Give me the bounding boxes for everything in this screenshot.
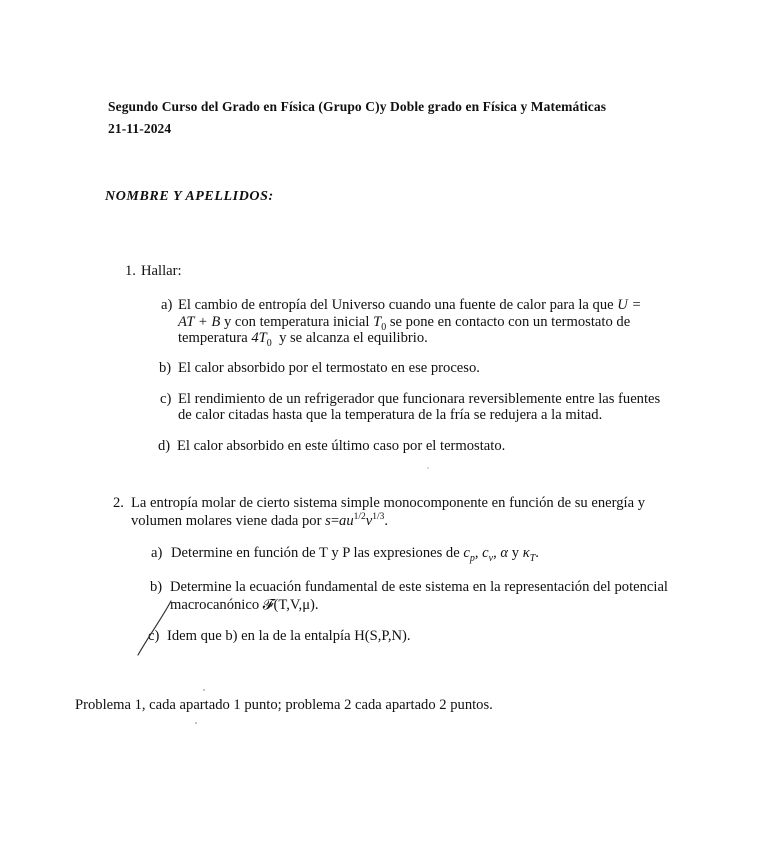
problem-2c-label: c)	[148, 628, 160, 644]
problem-1c-label: c)	[160, 391, 172, 407]
problem-2c-text: Idem que b) en la de la entalpía H(S,P,N).	[167, 628, 411, 644]
problem-1-intro: Hallar:	[141, 263, 182, 279]
problem-2b-label: b)	[150, 579, 163, 595]
exam-date: 21-11-2024	[108, 121, 172, 136]
problem-2-line1: La entropía molar de cierto sistema simple monocomponente en función de su energía y	[131, 495, 646, 511]
problem-1c-line1: El rendimiento de un refrigerador que funcionara reversiblemente entre las fuentes	[178, 391, 661, 407]
course-header: Segundo Curso del Grado en Física (Grupo C)y Doble grado en Física y Matemáticas	[108, 99, 607, 114]
problem-2-number: 2.	[113, 495, 124, 511]
problem-1a-line2: AT + B y con temperatura inicial $T_0$ se pone en contacto con un termostato de	[178, 314, 631, 333]
grading-note: Problema 1, cada apartado 1 punto; problema 2 cada apartado 2 puntos.	[75, 697, 493, 713]
problem-1d-text: El calor absorbido en este último caso por el termostato.	[177, 438, 506, 454]
problem-1a-label: a)	[161, 297, 173, 313]
problem-1a-line3: temperatura $4T_0$ y se alcanza el equilibrio.	[178, 330, 428, 349]
problem-1b-label: b)	[159, 360, 172, 376]
problem-2a-label: a)	[151, 545, 163, 561]
problem-2-line2: volumen molares viene dada por $s=au^{1/2}v^{1/3}$.	[131, 512, 389, 529]
problem-2b-line1: Determine la ecuación fundamental de este sistema en la representación del potencial	[170, 579, 668, 595]
problem-2b-line2: macrocanónico 𝓕(T,V,μ).	[170, 597, 319, 613]
problem-2a-text: Determine en función de T y P las expresiones de $c_p$, $c_v$, α y $\kappa_T$.	[171, 545, 539, 564]
problem-1-number: 1.	[125, 263, 136, 279]
problem-1a-line1: El cambio de entropía del Universo cuando una fuente de calor para la que U =	[178, 297, 642, 313]
problem-1b-text: El calor absorbido por el termostato en ese proceso.	[178, 360, 480, 376]
problem-1c-line2: de calor citadas hasta que la temperatura de la fría se redujera a la mitad.	[178, 407, 603, 423]
name-label: NOMBRE Y APELLIDOS:	[105, 189, 274, 204]
problem-1d-label: d)	[158, 438, 171, 454]
